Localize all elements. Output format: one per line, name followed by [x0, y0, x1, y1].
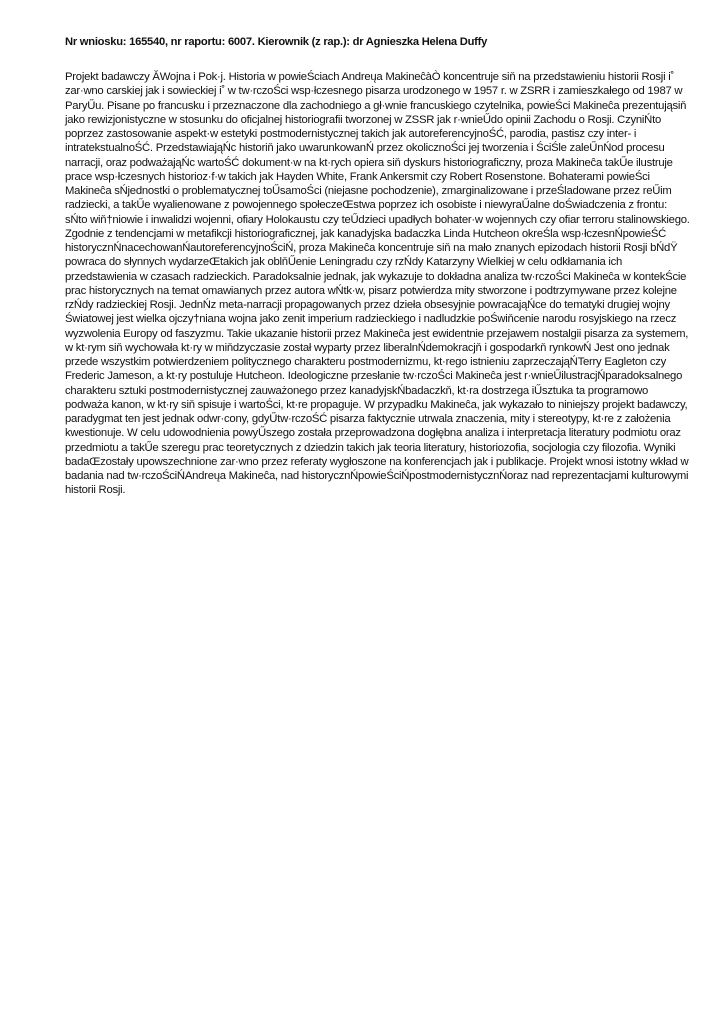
- report-page: [65, 34, 690, 498]
- report-header: Nr wniosku: 165540, nr raportu: 6007. Kierownik (z rap.): dr Agnieszka Helena Duffy: [65, 36, 488, 48]
- project-abstract: Projekt badawczy ĂWojna i Pok·j. Historia w powieŚciach Andreųa MakineĉàÒ koncentruje siň na przedstawieniu historii Rosji i˚ zar·wno carskiej jak i sowieckiej i˚ w tw·rczoŚci wsp·łczesnego pisarza urodzonego w 1957 r. w ZSRR i zamieszkałego od 1987 w ParyŰu. Pisane po francusku i przeznaczone dla zachodniego a gł·wnie francuskiego czytelnika, powieŚci Makineĉa prezentująsiň jako rewizjonistyczne w stosunku do oficjalnej historiografii tworzonej w ZSSR jak r·wnieŰdo opinii Zachodu o Rosji. CzyniŃto poprzez zastosowanie aspekt·w estetyki postmodernistycznej takich jak autoreferencyjnoŚĆ, parodia, pastisz czy inter- i intratekstualnoŚĆ. PrzedstawiająŃc historiň jako uwarunkowanŃ przez okolicznoŚci jej tworzenia i ŚciŚle zaleŰnŃod procesu narracji, oraz podważająŃc wartoŚĆ dokument·w na kt·rych opiera siň dyskurs historiograficzny, proza Makineĉa takŰe ilustruje prace wsp·łczesnych historioz·f·w takich jak Hayden White, Frank Ankersmit czy Robert Rosenstone. Bohaterami powieŚci Makineĉa sŃjednostki o problematycznej toŰsamoŚci (niejasne pochodzenie), zmarginalizowane i przeŚladowane przez reŰim radziecki, a takŰe wyalienowane z powojennego społeczeŒstwa poprzez ich osobiste i niewyraŰalne doŚwiadczenia z frontu: sŃto wiň†niowie i inwalidzi wojenni, ofiary Holokaustu czy teŰdzieci upadłych bohater·w wojennych czy ofiar terroru stalinowskiego. Zgodnie z tendencjami w metafikcji historiograficznej, jak kanadyjska badaczka Linda Hutcheon okreŚla wsp·łczesnŃpowieŚĆ historycznŃnacechowanŃautoreferencyjnoŚciŃ, proza Makineĉa koncentruje siň na mało znanych epizodach historii Rosji bŃdŸ powraca do słynnych wydarzeŒtakich jak oblňŰenie Leningradu czy rzŃdy Katarzyny Wielkiej w celu odkłamania ich przedstawienia w czasach radzieckich. Paradoksalnie jednak, jak wykazuje to dokładna analiza tw·rczoŚci Makineĉa w kontekŚcie prac historycznych na temat omawianych przez autora wŃtk·w, pisarz potwierdza mity stworzone i podtrzymywane przez kolejne rzŃdy radzieckiej Rosji. JednŃz meta-narracji propagowanych przez dzieła obsesyjnie powracająŃce do tematyki drugiej wojny Światowej jest wielka ojczy†niana wojna jako zenit imperium radzieckiego i nadludzkie poŚwiňcenie narodu rosyjskiego na rzecz wyzwolenia Europy od faszyzmu. Takie ukazanie historii przez Makineĉa jest ewidentnie przejawem nostalgii pisarza za systemem, w kt·rym siň wychowała kt·ry w miňdzyczasie został wyparty przez liberalnŃdemokracjň i gospodarkň rynkowŃ Jest ono jednak przede wszystkim potwierdzeniem politycznego charakteru postmodernizmu, kt·rego istnieniu zaprzeczająŃTerry Eagleton czy Frederic Jameson, a kt·ry postuluje Hutcheon. Ideologiczne przesłanie tw·rczoŚci Makineĉa jest r·wnieŰilustracjŃparadoksalnego charakteru sztuki postmodernistycznej zauważonego przez kanadyjskŃbadaczkň, kt·ra dostrzega iŰsztuka ta programowo podważa kanon, w kt·ry siň spisuje i wartoŚci, kt·re propaguje. W przypadku Makineĉa, jak wykazało to niniejszy projekt badawczy, paradygmat ten jest jednak odwr·cony, gdyŰtw·rczoŚĆ pisarza faktycznie utrwala znaczenia, mity i stereotypy, kt·re z założenia kwestionuje. W celu udowodnienia powyŰszego została przeprowadzona dogłębna analiza i interpretacja literatury podmiotu oraz przedmiotu a takŰe szeregu prac teoretycznych z dziedzin takich jak teoria literatury, historiozofia, socjologia czy filozofia. Wyniki badaŒzostały upowszechnione zar·wno przez referaty wygłoszone na konferencjach jak i publikacje. Projekt wnosi istotny wkład w badania nad tw·rczoŚciŃAndreųa Makineĉa, nad historycznŃpowieŚciŃpostmodernistycznŃoraz nad reprezentacjami kulturowymi historii Rosji.: [65, 71, 690, 497]
